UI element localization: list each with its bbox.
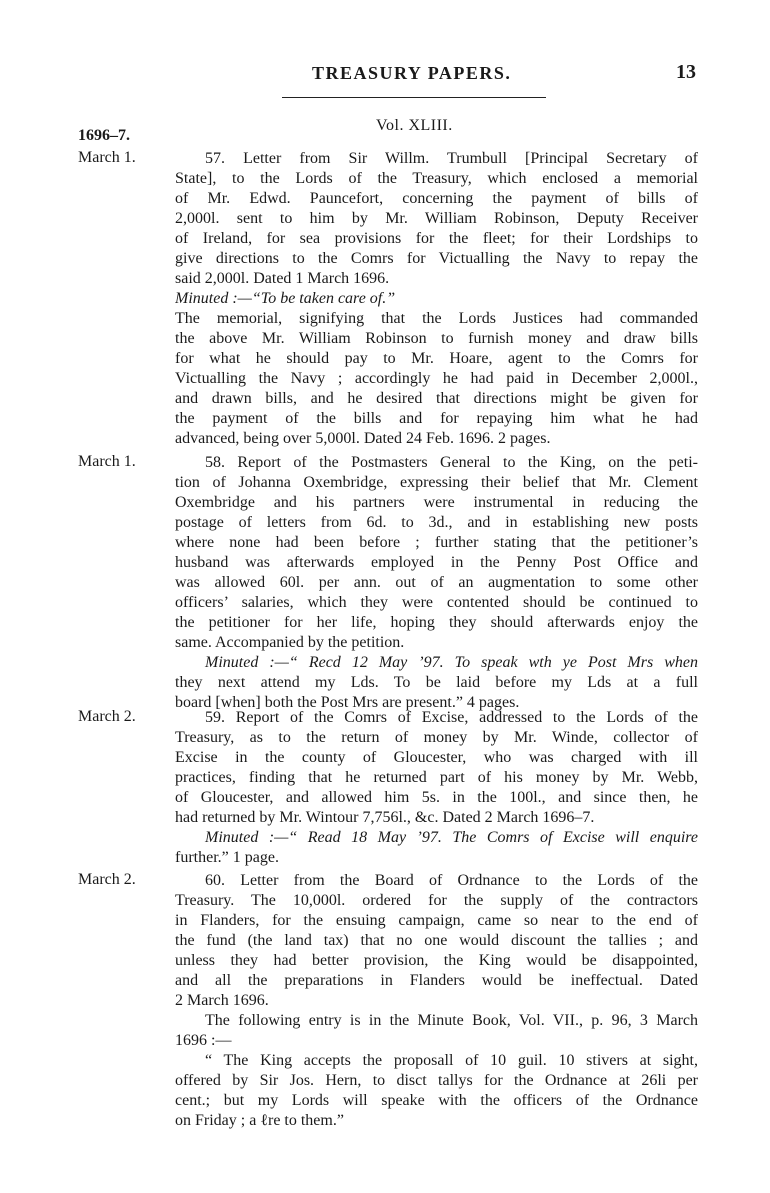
volume-heading: Vol. XLIII. <box>376 117 453 134</box>
entry-body <box>175 453 698 713</box>
quoted-line: “ The King accepts the proposall of 10 guil. 10 stivers at sight, <box>205 1052 698 1069</box>
quoted-line: on Friday ; a ℓre to them.” <box>175 1112 344 1129</box>
text-line: 2,000l. sent to him by Mr. William Robinson, Deputy Receiver <box>175 210 698 227</box>
text-line: the above Mr. William Robinson to furnish money and draw bills <box>175 330 698 347</box>
text-line: The following entry is in the Minute Book, Vol. VII., p. 96, 3 March <box>205 1012 698 1029</box>
page-number: 13 <box>676 61 696 83</box>
text-line: Victualling the Navy ; accordingly he had paid in December 2,000l., <box>175 370 698 387</box>
text-line: 57. Letter from Sir Willm. Trumbull [Principal Secretary of <box>205 150 698 167</box>
text-line: had returned by Mr. Wintour 7,756l., &c. Dated 2 March 1696–7. <box>175 809 595 826</box>
text-line: of Ireland, for sea provisions for the fleet; for their Lordships to <box>175 230 698 247</box>
running-header-title: TREASURY PAPERS. <box>312 63 512 83</box>
text-line: postage of letters from 6d. to 3d., and in establishing new posts <box>175 514 698 531</box>
text-line: of Gloucester, and allowed him 5s. in the 100l., and since then, he <box>175 789 698 806</box>
text-line: in Flanders, for the ensuing campaign, came so near to the end of <box>175 912 698 929</box>
text-line: the petitioner for her life, hoping they should afterwards enjoy the <box>175 614 698 631</box>
text-line: 60. Letter from the Board of Ordnance to the Lords of the <box>205 872 698 889</box>
text-line: Treasury. The 10,000l. ordered for the supply of the contractors <box>175 892 698 909</box>
text-line: and all the preparations in Flanders would be ineffectual. Dated <box>175 972 698 989</box>
text-line: unless they had better provision, the King would be disappointed, <box>175 952 698 969</box>
text-line: The memorial, signifying that the Lords Justices had commanded <box>175 310 698 327</box>
entry-date: March 2. <box>78 871 136 888</box>
text-line: they next attend my Lds. To be laid before my Lds at a full <box>175 674 698 691</box>
text-line: the fund (the land tax) that no one would discount the tallies ; and <box>175 932 698 949</box>
text-line: of Mr. Edwd. Pauncefort, concerning the payment of bills of <box>175 190 698 207</box>
text-line: board [when] both the Post Mrs are present.” 4 pages. <box>175 694 520 711</box>
text-line: Oxembridge and his partners were instrumental in reducing the <box>175 494 698 511</box>
entry-body <box>175 149 698 449</box>
text-line: further.” 1 page. <box>175 849 279 866</box>
text-line: husband was afterwards employed in the Penny Post Office and <box>175 554 698 571</box>
text-line: for what he should pay to Mr. Hoare, agent to the Comrs for <box>175 350 698 367</box>
entry-body <box>175 708 698 868</box>
text-line: Excise in the county of Gloucester, who was charged with ill <box>175 749 698 766</box>
text-line: tion of Johanna Oxembridge, expressing their belief that Mr. Clement <box>175 474 698 491</box>
text-line: State], to the Lords of the Treasury, which enclosed a memorial <box>175 170 698 187</box>
entry-date: March 1. <box>78 453 136 470</box>
year-margin-label: 1696–7. <box>78 127 130 144</box>
quoted-line: offered by Sir Jos. Hern, to disct tallys for the Ordnance at 26li per <box>175 1072 698 1089</box>
text-line: was allowed 60l. per ann. out of an augmentation to some other <box>175 574 698 591</box>
text-line: same. Accompanied by the petition. <box>175 634 405 651</box>
text-line: officers’ salaries, which they were contented should be continued to <box>175 594 698 611</box>
text-line: 2 March 1696. <box>175 992 269 1009</box>
text-line: advanced, being over 5,000l. Dated 24 Feb. 1696. 2 pages. <box>175 430 551 447</box>
text-line: practices, finding that he returned part of his money by Mr. Webb, <box>175 769 698 786</box>
text-line: and drawn bills, and he desired that directions might be given for <box>175 390 698 407</box>
entry-date: March 2. <box>78 708 136 725</box>
text-line: where none had been before ; further stating that the petitioner’s <box>175 534 698 551</box>
minuted-line: Minuted :—“To be taken care of.” <box>175 290 396 307</box>
text-line: 59. Report of the Comrs of Excise, addressed to the Lords of the <box>205 709 698 726</box>
entry-body <box>175 871 698 1131</box>
text-line: Treasury, as to the return of money by Mr. Winde, collector of <box>175 729 698 746</box>
entry-date: March 1. <box>78 149 136 166</box>
quoted-line: cent.; but my Lords will speake with the officers of the Ordnance <box>175 1092 698 1109</box>
minuted-line: Minuted :—“ Read 18 May ’97. The Comrs of Excise will enquire <box>205 829 698 846</box>
text-line: 1696 :— <box>175 1032 232 1049</box>
text-line: give directions to the Comrs for Victualling the Navy to repay the <box>175 250 698 267</box>
minuted-line: Minuted :—“ Recd 12 May ’97. To speak wth ye Post Mrs when <box>205 654 698 671</box>
text-line: said 2,000l. Dated 1 March 1696. <box>175 270 390 287</box>
text-line: the payment of the bills and for repaying him what he had <box>175 410 698 427</box>
header-rule <box>282 97 546 98</box>
text-line: 58. Report of the Postmasters General to the King, on the peti- <box>205 454 698 471</box>
